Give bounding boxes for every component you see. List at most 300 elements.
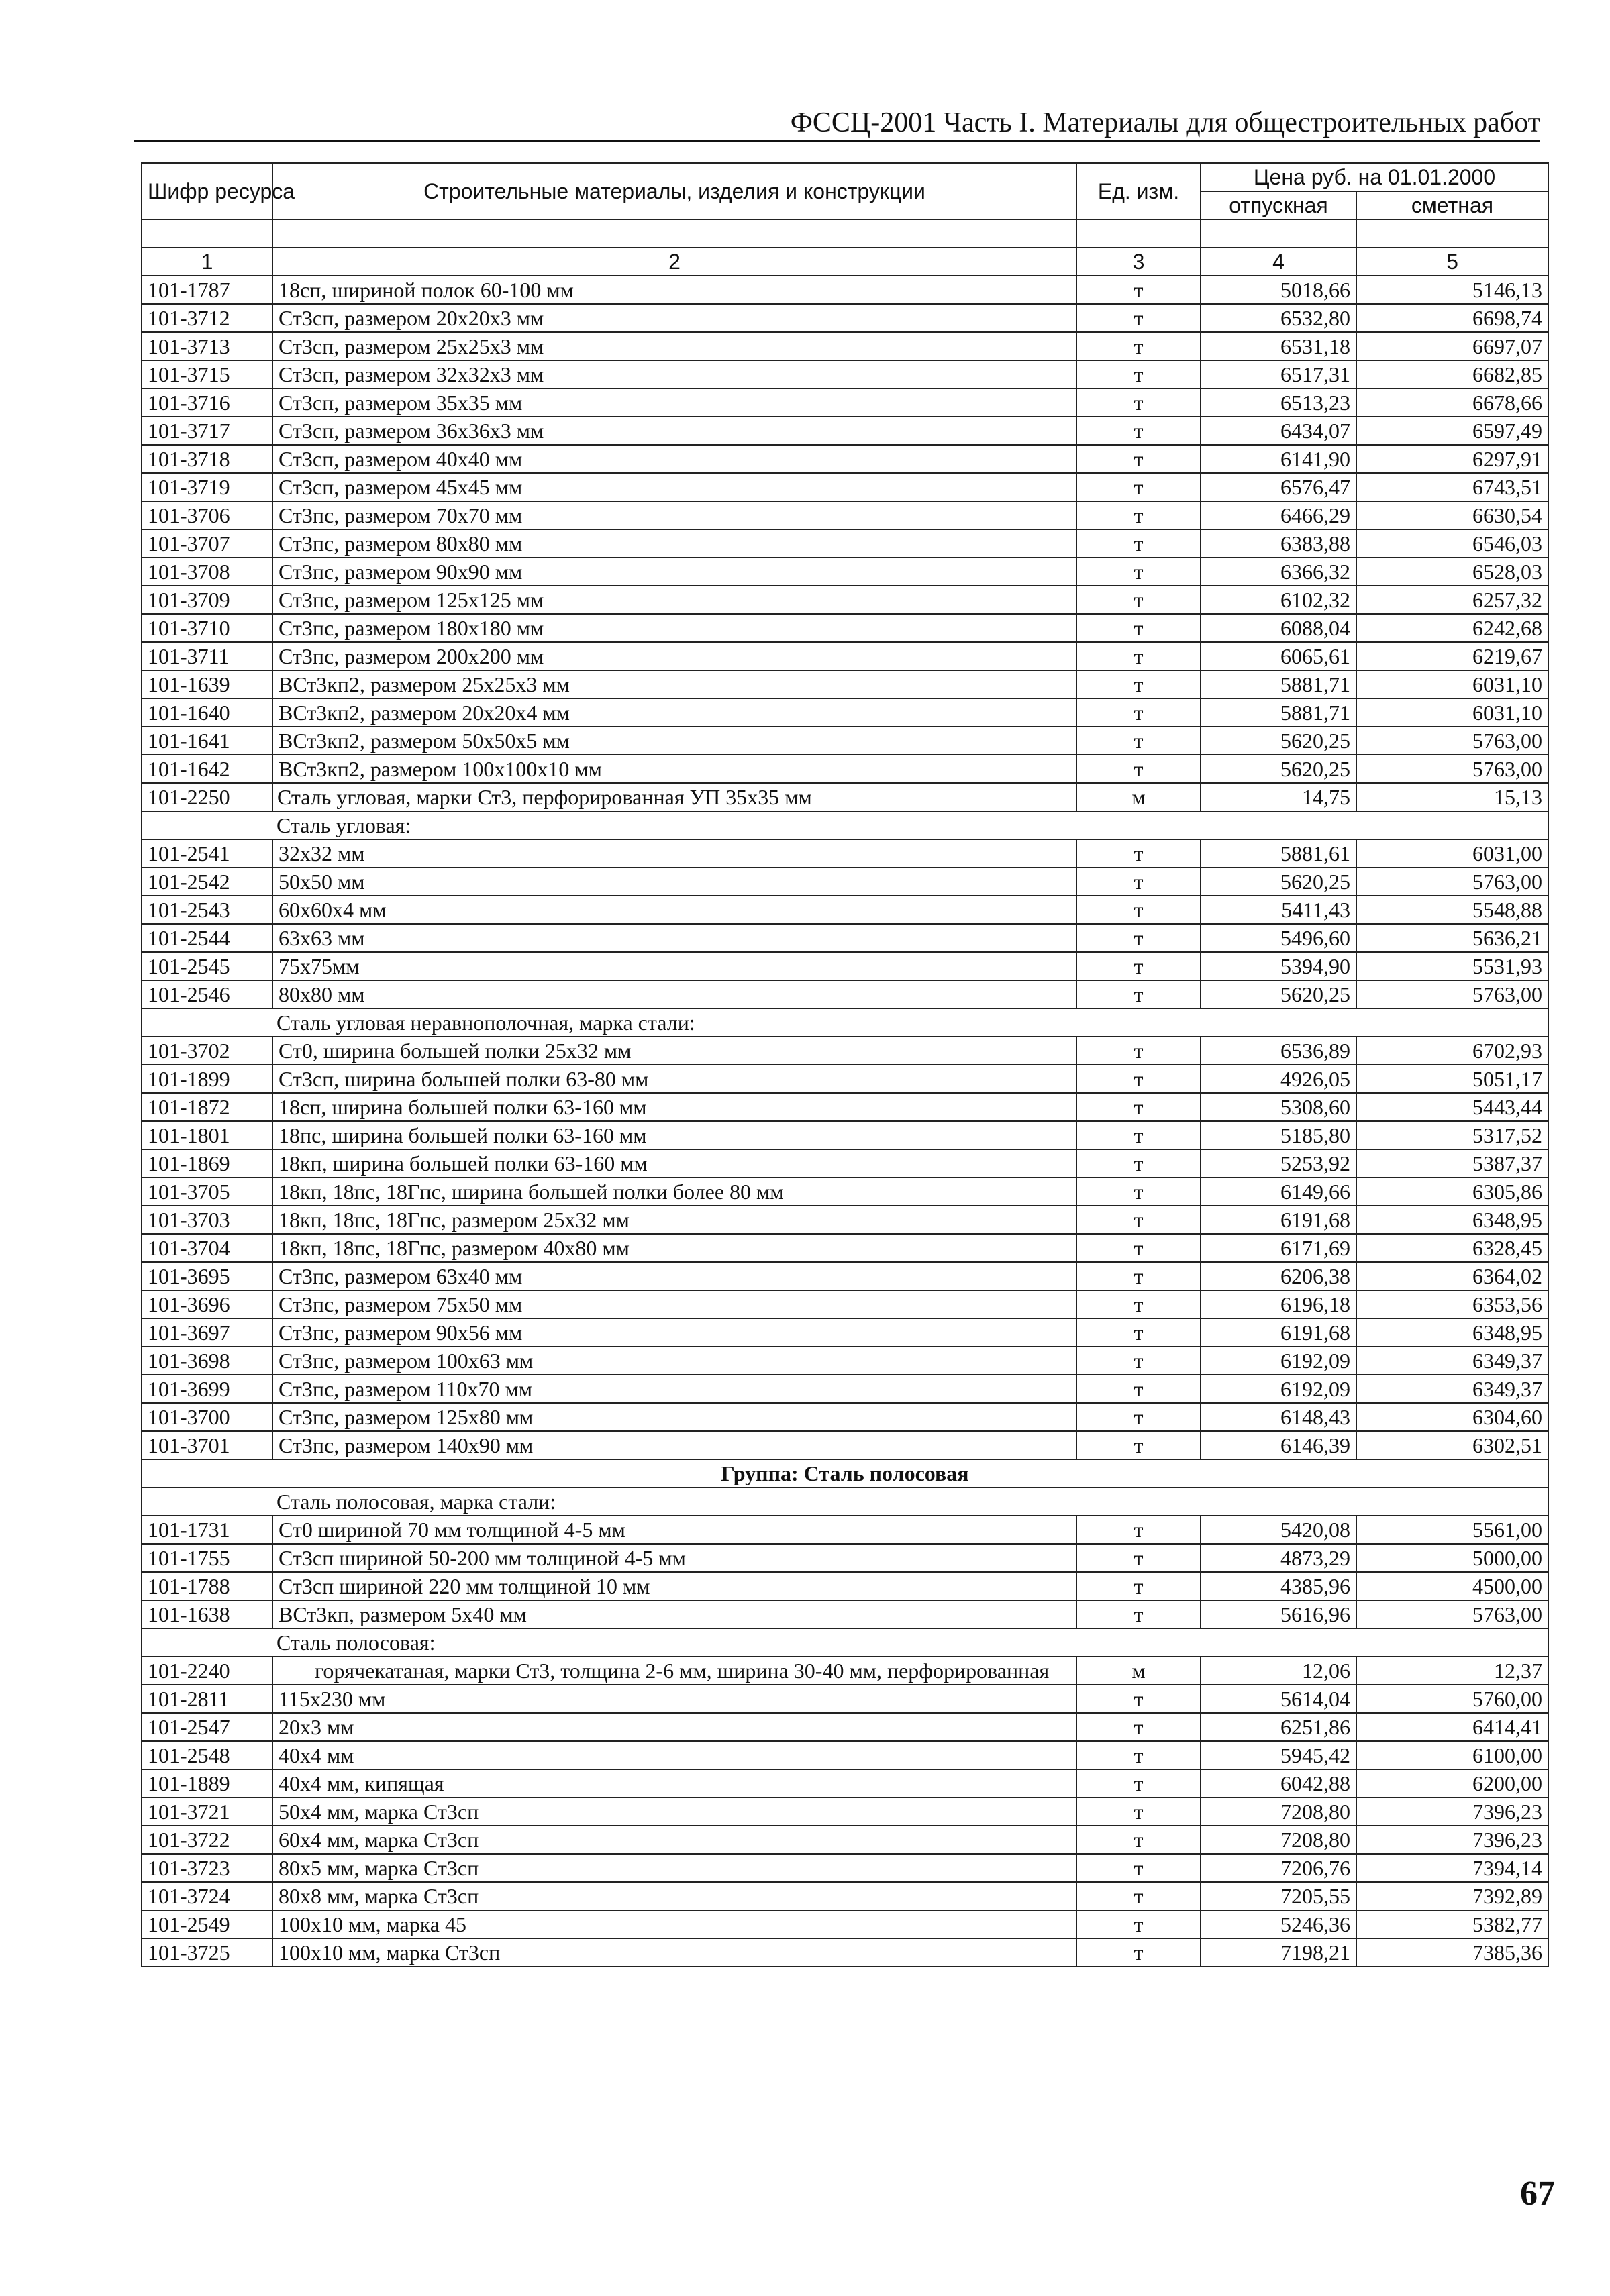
material-name: 80х80 мм [272, 980, 1076, 1008]
table-row [142, 980, 1548, 1008]
release-price: 6192,09 [1201, 1347, 1356, 1375]
table-row [142, 586, 1548, 614]
unit: т [1076, 1093, 1201, 1121]
resource-code: 101-3713 [142, 332, 272, 360]
unit: т [1076, 670, 1201, 698]
resource-code: 101-1869 [142, 1149, 272, 1178]
estimate-price: 6697,07 [1356, 332, 1548, 360]
estimate-price: 4500,00 [1356, 1572, 1548, 1600]
section-heading: Сталь угловая неравнополочная, марка стали: [142, 1008, 1548, 1037]
column-number: 5 [1356, 248, 1548, 276]
section-heading: Сталь полосовая: [142, 1628, 1548, 1657]
estimate-price: 6297,91 [1356, 445, 1548, 473]
estimate-price: 7385,36 [1356, 1938, 1548, 1967]
table-row [142, 304, 1548, 332]
resource-code: 101-3703 [142, 1206, 272, 1234]
table-row [142, 868, 1548, 896]
estimate-price: 5548,88 [1356, 896, 1548, 924]
table-row [142, 1037, 1548, 1065]
resource-code: 101-3715 [142, 360, 272, 388]
estimate-price: 5636,21 [1356, 924, 1548, 952]
resource-code: 101-3717 [142, 417, 272, 445]
unit: т [1076, 388, 1201, 417]
material-name: 40х4 мм [272, 1741, 1076, 1769]
resource-code: 101-3705 [142, 1178, 272, 1206]
material-name: Ст3пс, размером 80х80 мм [272, 529, 1076, 558]
material-name: 18кп, 18пс, 18Гпс, размером 40х80 мм [272, 1234, 1076, 1262]
unit: т [1076, 1318, 1201, 1347]
estimate-price: 6242,68 [1356, 614, 1548, 642]
unit: т [1076, 586, 1201, 614]
estimate-price: 6702,93 [1356, 1037, 1548, 1065]
unit: т [1076, 1826, 1201, 1854]
release-price: 5246,36 [1201, 1910, 1356, 1938]
group-heading-row [142, 1459, 1548, 1488]
release-price: 5881,61 [1201, 839, 1356, 868]
release-price: 6149,66 [1201, 1178, 1356, 1206]
resource-code: 101-3698 [142, 1347, 272, 1375]
unit: т [1076, 1206, 1201, 1234]
material-name: Ст0, ширина большей полки 25х32 мм [272, 1037, 1076, 1065]
estimate-price: 5763,00 [1356, 980, 1548, 1008]
material-name: Сталь угловая, марки Ст3, перфорированная УП 35х35 мм [272, 783, 1076, 811]
unit: т [1076, 332, 1201, 360]
unit: т [1076, 1797, 1201, 1826]
table-row [142, 529, 1548, 558]
estimate-price: 6219,67 [1356, 642, 1548, 670]
unit: т [1076, 1938, 1201, 1967]
table-row [142, 1600, 1548, 1628]
header-gap [142, 219, 1548, 248]
resource-code: 101-2548 [142, 1741, 272, 1769]
release-price: 6196,18 [1201, 1290, 1356, 1318]
estimate-price: 6305,86 [1356, 1178, 1548, 1206]
resource-code: 101-1638 [142, 1600, 272, 1628]
release-price: 6192,09 [1201, 1375, 1356, 1403]
resource-code: 101-3710 [142, 614, 272, 642]
release-price: 5308,60 [1201, 1093, 1356, 1121]
material-name: 100х10 мм, марка Ст3сп [272, 1938, 1076, 1967]
release-price: 6065,61 [1201, 642, 1356, 670]
estimate-price: 6597,49 [1356, 417, 1548, 445]
page-header-title: ФССЦ-2001 Часть I. Материалы для общестроительных работ [790, 107, 1540, 138]
estimate-price: 5000,00 [1356, 1544, 1548, 1572]
material-name: 40х4 мм, кипящая [272, 1769, 1076, 1797]
material-name: 18кп, ширина большей полки 63-160 мм [272, 1149, 1076, 1178]
material-name: ВСт3кп, размером 5х40 мм [272, 1600, 1076, 1628]
material-name: Ст3сп, размером 35х35 мм [272, 388, 1076, 417]
estimate-price: 6302,51 [1356, 1431, 1548, 1459]
release-price: 5614,04 [1201, 1685, 1356, 1713]
resource-code: 101-3696 [142, 1290, 272, 1318]
table-row [142, 1375, 1548, 1403]
material-name: Ст3пс, размером 180х180 мм [272, 614, 1076, 642]
resource-code: 101-3724 [142, 1882, 272, 1910]
release-price: 5620,25 [1201, 980, 1356, 1008]
estimate-price: 6678,66 [1356, 388, 1548, 417]
estimate-price: 6682,85 [1356, 360, 1548, 388]
resource-code: 101-2547 [142, 1713, 272, 1741]
table-row [142, 1206, 1548, 1234]
unit: т [1076, 1910, 1201, 1938]
price-table-body [142, 163, 1548, 1967]
unit: т [1076, 952, 1201, 980]
estimate-price: 6304,60 [1356, 1403, 1548, 1431]
estimate-price: 6414,41 [1356, 1713, 1548, 1741]
resource-code: 101-2541 [142, 839, 272, 868]
unit: т [1076, 924, 1201, 952]
header-estimate-price: сметная [1356, 191, 1548, 219]
estimate-price: 7396,23 [1356, 1797, 1548, 1826]
unit: т [1076, 1403, 1201, 1431]
material-name: 75х75мм [272, 952, 1076, 980]
unit: т [1076, 1882, 1201, 1910]
unit: м [1076, 1657, 1201, 1685]
material-name: Ст3сп, размером 32х32х3 мм [272, 360, 1076, 388]
release-price: 5620,25 [1201, 755, 1356, 783]
estimate-price: 5760,00 [1356, 1685, 1548, 1713]
page-number: 67 [1520, 2175, 1555, 2213]
table-row [142, 1121, 1548, 1149]
section-heading: Сталь полосовая, марка стали: [142, 1488, 1548, 1516]
estimate-price: 5561,00 [1356, 1516, 1548, 1544]
table-row [142, 558, 1548, 586]
release-price: 4926,05 [1201, 1065, 1356, 1093]
release-price: 5881,71 [1201, 670, 1356, 698]
material-name: Ст0 шириной 70 мм толщиной 4-5 мм [272, 1516, 1076, 1544]
section-heading-row [142, 1628, 1548, 1657]
estimate-price: 5763,00 [1356, 755, 1548, 783]
unit: т [1076, 1290, 1201, 1318]
release-price: 6171,69 [1201, 1234, 1356, 1262]
resource-code: 101-2542 [142, 868, 272, 896]
material-name: Ст3пс, размером 125х125 мм [272, 586, 1076, 614]
material-name: Ст3пс, размером 140х90 мм [272, 1431, 1076, 1459]
table-row [142, 1093, 1548, 1121]
unit: т [1076, 1037, 1201, 1065]
table-row [142, 417, 1548, 445]
release-price: 6206,38 [1201, 1262, 1356, 1290]
resource-code: 101-3707 [142, 529, 272, 558]
estimate-price: 5382,77 [1356, 1910, 1548, 1938]
resource-code: 101-1787 [142, 276, 272, 304]
resource-code: 101-3704 [142, 1234, 272, 1262]
estimate-price: 6257,32 [1356, 586, 1548, 614]
resource-code: 101-1642 [142, 755, 272, 783]
header-unit: Ед. изм. [1076, 163, 1201, 219]
release-price: 5620,25 [1201, 727, 1356, 755]
resource-code: 101-2549 [142, 1910, 272, 1938]
table-row [142, 952, 1548, 980]
resource-code: 101-1641 [142, 727, 272, 755]
release-price: 6513,23 [1201, 388, 1356, 417]
material-name: ВСт3кп2, размером 25х25х3 мм [272, 670, 1076, 698]
resource-code: 101-3725 [142, 1938, 272, 1967]
resource-code: 101-1640 [142, 698, 272, 727]
table-row [142, 642, 1548, 670]
release-price: 5420,08 [1201, 1516, 1356, 1544]
table-row [142, 473, 1548, 501]
release-price: 6466,29 [1201, 501, 1356, 529]
release-price: 7208,80 [1201, 1797, 1356, 1826]
release-price: 6141,90 [1201, 445, 1356, 473]
resource-code: 101-3722 [142, 1826, 272, 1854]
unit: т [1076, 529, 1201, 558]
unit: т [1076, 727, 1201, 755]
column-number: 1 [142, 248, 272, 276]
unit: т [1076, 1149, 1201, 1178]
material-name: 20х3 мм [272, 1713, 1076, 1741]
header-price: Цена руб. на 01.01.2000 [1201, 163, 1548, 191]
table-row [142, 670, 1548, 698]
column-number: 2 [272, 248, 1076, 276]
release-price: 6102,32 [1201, 586, 1356, 614]
unit: т [1076, 1234, 1201, 1262]
table-row [142, 755, 1548, 783]
material-name: 50х50 мм [272, 868, 1076, 896]
material-name: Ст3сп шириной 220 мм толщиной 10 мм [272, 1572, 1076, 1600]
unit: т [1076, 558, 1201, 586]
release-price: 5496,60 [1201, 924, 1356, 952]
unit: т [1076, 614, 1201, 642]
resource-code: 101-1788 [142, 1572, 272, 1600]
estimate-price: 6364,02 [1356, 1262, 1548, 1290]
table-row [142, 1403, 1548, 1431]
material-name: 18кп, 18пс, 18Гпс, размером 25х32 мм [272, 1206, 1076, 1234]
table-row [142, 1938, 1548, 1967]
material-name: Ст3пс, размером 63х40 мм [272, 1262, 1076, 1290]
table-row [142, 924, 1548, 952]
resource-code: 101-2811 [142, 1685, 272, 1713]
resource-code: 101-1731 [142, 1516, 272, 1544]
estimate-price: 12,37 [1356, 1657, 1548, 1685]
estimate-price: 6348,95 [1356, 1206, 1548, 1234]
resource-code: 101-3718 [142, 445, 272, 473]
table-row [142, 1516, 1548, 1544]
table-row [142, 727, 1548, 755]
release-price: 4385,96 [1201, 1572, 1356, 1600]
material-name: Ст3сп, размером 36х36х3 мм [272, 417, 1076, 445]
release-price: 5018,66 [1201, 276, 1356, 304]
estimate-price: 6348,95 [1356, 1318, 1548, 1347]
material-name: Ст3пс, размером 200х200 мм [272, 642, 1076, 670]
table-row [142, 1347, 1548, 1375]
release-price: 5185,80 [1201, 1121, 1356, 1149]
estimate-price: 6031,10 [1356, 698, 1548, 727]
estimate-price: 6100,00 [1356, 1741, 1548, 1769]
material-name: Ст3пс, размером 125х80 мм [272, 1403, 1076, 1431]
column-number: 3 [1076, 248, 1201, 276]
release-price: 5411,43 [1201, 896, 1356, 924]
release-price: 6251,86 [1201, 1713, 1356, 1741]
material-name: Ст3сп, размером 25х25х3 мм [272, 332, 1076, 360]
resource-code: 101-3721 [142, 1797, 272, 1826]
unit: т [1076, 839, 1201, 868]
unit: т [1076, 1741, 1201, 1769]
release-price: 6536,89 [1201, 1037, 1356, 1065]
material-name: 18сп, ширина большей полки 63-160 мм [272, 1093, 1076, 1121]
unit: т [1076, 1713, 1201, 1741]
release-price: 6576,47 [1201, 473, 1356, 501]
resource-code: 101-3706 [142, 501, 272, 529]
release-price: 7198,21 [1201, 1938, 1356, 1967]
table-row [142, 1854, 1548, 1882]
release-price: 4873,29 [1201, 1544, 1356, 1572]
resource-code: 101-2543 [142, 896, 272, 924]
release-price: 6088,04 [1201, 614, 1356, 642]
release-price: 6383,88 [1201, 529, 1356, 558]
release-price: 14,75 [1201, 783, 1356, 811]
unit: т [1076, 1572, 1201, 1600]
material-name: 60х4 мм, марка Ст3сп [272, 1826, 1076, 1854]
table-row [142, 698, 1548, 727]
estimate-price: 6031,00 [1356, 839, 1548, 868]
release-price: 6531,18 [1201, 332, 1356, 360]
estimate-price: 7394,14 [1356, 1854, 1548, 1882]
resource-code: 101-3697 [142, 1318, 272, 1347]
table-row [142, 388, 1548, 417]
section-heading-row [142, 1008, 1548, 1037]
resource-code: 101-2250 [142, 783, 272, 811]
resource-code: 101-1801 [142, 1121, 272, 1149]
material-name: Ст3сп, размером 45х45 мм [272, 473, 1076, 501]
estimate-price: 5763,00 [1356, 1600, 1548, 1628]
unit: т [1076, 1347, 1201, 1375]
resource-code: 101-3699 [142, 1375, 272, 1403]
unit: т [1076, 980, 1201, 1008]
estimate-price: 6698,74 [1356, 304, 1548, 332]
estimate-price: 6349,37 [1356, 1375, 1548, 1403]
release-price: 6366,32 [1201, 558, 1356, 586]
resource-code: 101-1872 [142, 1093, 272, 1121]
material-name: Ст3пс, размером 90х56 мм [272, 1318, 1076, 1347]
material-name: ВСт3кп2, размером 50х50х5 мм [272, 727, 1076, 755]
table-row [142, 1178, 1548, 1206]
unit: т [1076, 1854, 1201, 1882]
estimate-price: 5443,44 [1356, 1093, 1548, 1121]
unit: т [1076, 868, 1201, 896]
material-name: Ст3сп, размером 40х40 мм [272, 445, 1076, 473]
resource-code: 101-3695 [142, 1262, 272, 1290]
resource-code: 101-3702 [142, 1037, 272, 1065]
unit: т [1076, 304, 1201, 332]
estimate-price: 7392,89 [1356, 1882, 1548, 1910]
header-code: Шифр ресурса [142, 163, 272, 219]
group-heading: Группа: Сталь полосовая [142, 1459, 1548, 1488]
table-row [142, 1882, 1548, 1910]
material-name: ВСт3кп2, размером 20х20х4 мм [272, 698, 1076, 727]
table-row [142, 1431, 1548, 1459]
table-row [142, 1544, 1548, 1572]
estimate-price: 5763,00 [1356, 868, 1548, 896]
estimate-price: 5051,17 [1356, 1065, 1548, 1093]
table-row [142, 445, 1548, 473]
resource-code: 101-3716 [142, 388, 272, 417]
resource-code: 101-1755 [142, 1544, 272, 1572]
page-header [134, 107, 1540, 142]
material-name: 18сп, шириной полок 60-100 мм [272, 276, 1076, 304]
resource-code: 101-3700 [142, 1403, 272, 1431]
price-table [141, 162, 1549, 1967]
table-row [142, 1769, 1548, 1797]
table-row [142, 1910, 1548, 1938]
resource-code: 101-3712 [142, 304, 272, 332]
estimate-price: 6546,03 [1356, 529, 1548, 558]
estimate-price: 15,13 [1356, 783, 1548, 811]
unit: т [1076, 473, 1201, 501]
table-row [142, 360, 1548, 388]
estimate-price: 6630,54 [1356, 501, 1548, 529]
unit: т [1076, 1121, 1201, 1149]
material-name: Ст3сп, ширина большей полки 63-80 мм [272, 1065, 1076, 1093]
unit: т [1076, 417, 1201, 445]
material-name: 63х63 мм [272, 924, 1076, 952]
resource-code: 101-3719 [142, 473, 272, 501]
material-name: 18пс, ширина большей полки 63-160 мм [272, 1121, 1076, 1149]
unit: т [1076, 445, 1201, 473]
resource-code: 101-3711 [142, 642, 272, 670]
estimate-price: 5317,52 [1356, 1121, 1548, 1149]
unit: т [1076, 276, 1201, 304]
release-price: 5945,42 [1201, 1741, 1356, 1769]
estimate-price: 5146,13 [1356, 276, 1548, 304]
table-row [142, 1290, 1548, 1318]
release-price: 6042,88 [1201, 1769, 1356, 1797]
material-name: Ст3пс, размером 75х50 мм [272, 1290, 1076, 1318]
table-row [142, 501, 1548, 529]
material-name: Ст3пс, размером 70х70 мм [272, 501, 1076, 529]
estimate-price: 7396,23 [1356, 1826, 1548, 1854]
material-name: Ст3пс, размером 100х63 мм [272, 1347, 1076, 1375]
table-row [142, 1318, 1548, 1347]
release-price: 5253,92 [1201, 1149, 1356, 1178]
estimate-price: 6743,51 [1356, 473, 1548, 501]
unit: т [1076, 1375, 1201, 1403]
release-price: 12,06 [1201, 1657, 1356, 1685]
estimate-price: 6349,37 [1356, 1347, 1548, 1375]
unit: м [1076, 783, 1201, 811]
release-price: 6148,43 [1201, 1403, 1356, 1431]
material-name: Ст3пс, размером 90х90 мм [272, 558, 1076, 586]
release-price: 6517,31 [1201, 360, 1356, 388]
table-row [142, 1572, 1548, 1600]
unit: т [1076, 896, 1201, 924]
material-name: ВСт3кп2, размером 100х100х10 мм [272, 755, 1076, 783]
estimate-price: 5387,37 [1356, 1149, 1548, 1178]
unit: т [1076, 360, 1201, 388]
unit: т [1076, 1516, 1201, 1544]
release-price: 7205,55 [1201, 1882, 1356, 1910]
resource-code: 101-1899 [142, 1065, 272, 1093]
resource-code: 101-3701 [142, 1431, 272, 1459]
material-name: 50х4 мм, марка Ст3сп [272, 1797, 1076, 1826]
material-name: 80х8 мм, марка Ст3сп [272, 1882, 1076, 1910]
resource-code: 101-2544 [142, 924, 272, 952]
unit: т [1076, 1769, 1201, 1797]
estimate-price: 6200,00 [1356, 1769, 1548, 1797]
unit: т [1076, 1544, 1201, 1572]
estimate-price: 5531,93 [1356, 952, 1548, 980]
release-price: 6191,68 [1201, 1206, 1356, 1234]
release-price: 5394,90 [1201, 952, 1356, 980]
section-heading-row [142, 811, 1548, 839]
material-name: 80х5 мм, марка Ст3сп [272, 1854, 1076, 1882]
table-row [142, 896, 1548, 924]
estimate-price: 6528,03 [1356, 558, 1548, 586]
estimate-price: 5763,00 [1356, 727, 1548, 755]
resource-code: 101-1889 [142, 1769, 272, 1797]
unit: т [1076, 1685, 1201, 1713]
